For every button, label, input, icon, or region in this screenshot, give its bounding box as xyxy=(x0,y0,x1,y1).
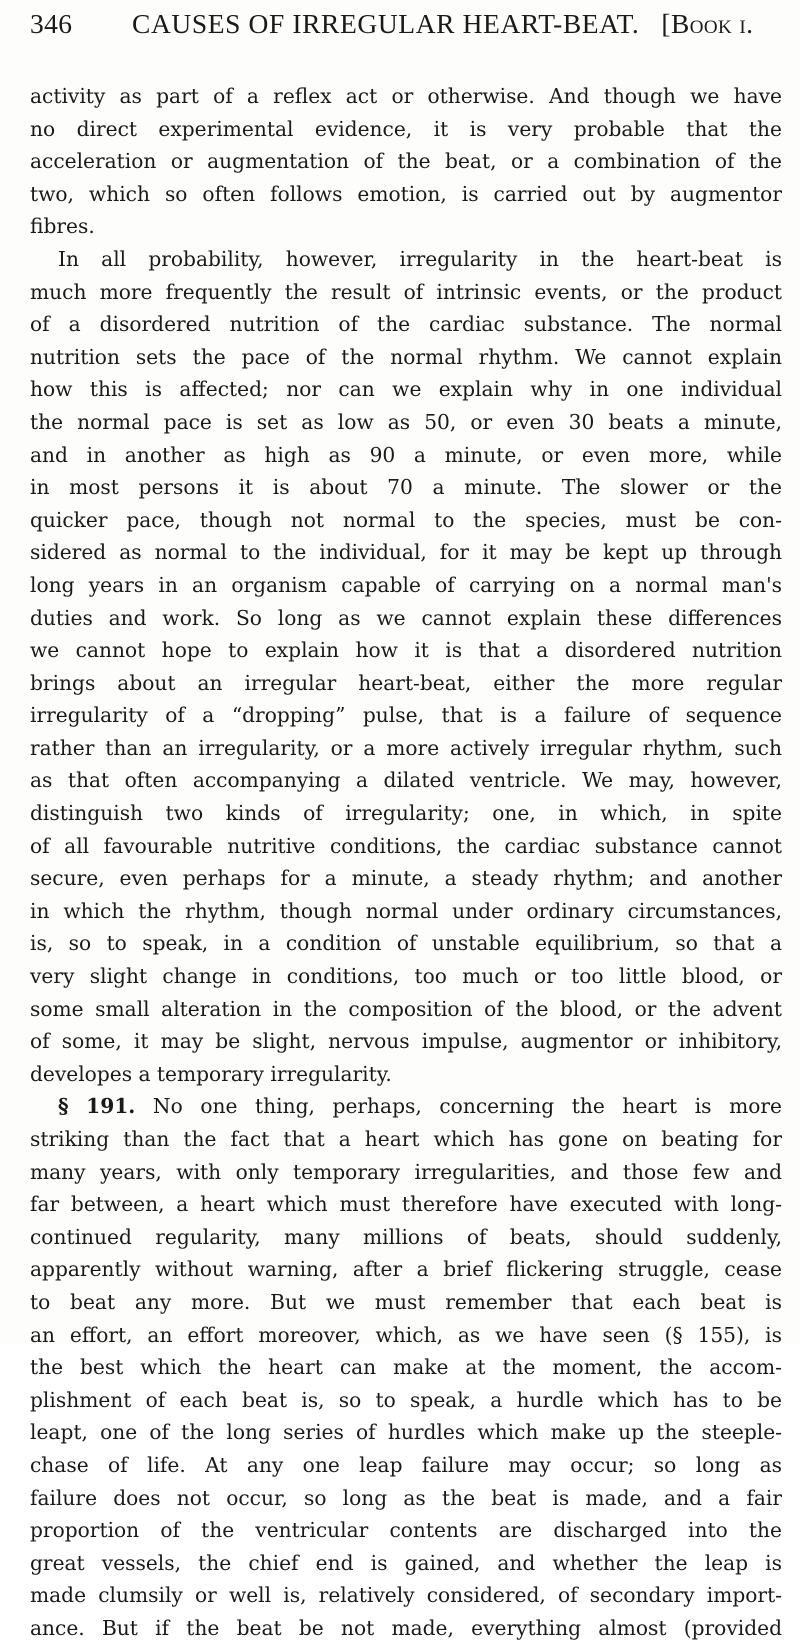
book-reference-bracket: [ xyxy=(661,8,671,39)
text-line: the normal pace is set as low as 50, or even 30 beats a minute, xyxy=(30,409,782,434)
text-line: no direct experimental evidence, it is very probable that the xyxy=(30,116,782,141)
text-line: many years, with only temporary irregularities, and those few and xyxy=(30,1159,782,1184)
text-line: much more frequently the result of intrinsic events, or the product xyxy=(30,279,782,304)
text-line: of a disordered nutrition of the cardiac substance. The normal xyxy=(30,312,782,337)
running-title: CAUSES OF IRREGULAR HEART-BEAT. xyxy=(132,8,640,39)
text-line: great vessels, the chief end is gained, and whether the leap is xyxy=(30,1550,782,1575)
text-line: nutrition sets the pace of the normal rhythm. We cannot explain xyxy=(30,344,782,369)
body-text xyxy=(30,80,782,1645)
text-line: quicker pace, though not normal to the species, must be con- xyxy=(30,507,782,532)
text-line: distinguish two kinds of irregularity; one, in which, in spite xyxy=(30,801,782,826)
text-line: acceleration or augmentation of the beat, or a combination of the xyxy=(30,149,782,174)
text-line: an effort, an effort moreover, which, as we have seen (§ 155), is xyxy=(30,1322,782,1347)
text-line: No one thing, perhaps, concerning the heart is more xyxy=(152,1094,782,1119)
text-line: of some, it may be slight, nervous impulse, augmentor or inhibitory, xyxy=(30,1029,782,1054)
text-line: to beat any more. But we must remember that each beat is xyxy=(30,1289,782,1314)
text-line: leapt, one of the long series of hurdles which make up the steeple- xyxy=(30,1420,782,1445)
text-line: brings about an irregular heart-beat, either the more regular xyxy=(30,670,782,695)
text-line: made clumsily or well is, relatively considered, of secondary import- xyxy=(30,1583,782,1608)
text-line: proportion of the ventricular contents are discharged into the xyxy=(30,1518,782,1543)
text-line: we cannot hope to explain how it is that a disordered nutrition xyxy=(30,638,782,663)
text-line: plishment of each beat is, so to speak, a hurdle which has to be xyxy=(30,1387,782,1412)
text-line: irregularity of a “dropping” pulse, that is a failure of sequence xyxy=(30,703,782,728)
section-symbol: § xyxy=(58,1094,69,1119)
text-line: very slight change in conditions, too much or too little blood, or xyxy=(30,964,782,989)
text-line: fibres. xyxy=(30,214,95,239)
text-line: striking than the fact that a heart which has gone on beating for xyxy=(30,1127,782,1151)
text-line: far between, a heart which must therefore have executed with long- xyxy=(30,1192,782,1217)
text-line: failure does not occur, so long as the beat is made, and a fair xyxy=(30,1485,782,1510)
book-reference-label: Book i. xyxy=(670,8,754,39)
text-line: in which the rhythm, though normal under ordinary circumstances, xyxy=(30,898,782,923)
text-line: of all favourable nutritive conditions, the cardiac substance cannot xyxy=(30,833,782,858)
text-line: chase of life. At any one leap failure may occur; so long as xyxy=(30,1452,782,1477)
text-line: rather than an irregularity, or a more actively irregular rhythm, such xyxy=(30,735,782,760)
running-header xyxy=(30,8,778,48)
section-191-line xyxy=(30,1090,782,1123)
text-line: In all probability, however, irregularity in the heart-beat is xyxy=(58,246,782,271)
text-line: two, which so often follows emotion, is carried out by augmentor xyxy=(30,181,782,206)
text-line: in most persons it is about 70 a minute. The slower or the xyxy=(30,475,782,500)
book-reference xyxy=(661,8,753,40)
text-line: as that often accompanying a dilated ventricle. We may, however, xyxy=(30,768,782,793)
text-line: is, so to speak, in a condition of unstable equilibrium, so that a xyxy=(30,931,782,956)
text-line: apparently without warning, after a brief flickering struggle, cease xyxy=(30,1257,782,1282)
section-number: 191. xyxy=(86,1094,136,1119)
text-line: continued regularity, many millions of beats, should suddenly, xyxy=(30,1224,782,1249)
text-line: duties and work. So long as we cannot explain these differences xyxy=(30,605,782,630)
text-line: the best which the heart can make at the moment, the accom- xyxy=(30,1355,782,1380)
text-line: secure, even perhaps for a minute, a steady rhythm; and another xyxy=(30,866,782,891)
text-line: activity as part of a reflex act or otherwise. And though we have xyxy=(30,84,782,108)
page-number: 346 xyxy=(30,8,73,39)
text-line: ance. But if the beat be not made, everything almost (provided xyxy=(30,1615,782,1640)
text-line: developes a temporary irregularity. xyxy=(30,1061,392,1086)
text-line: and in another as high as 90 a minute, or even more, while xyxy=(30,442,782,467)
text-line: sidered as normal to the individual, for it may be kept up through xyxy=(30,540,782,565)
text-line: how this is affected; nor can we explain why in one individual xyxy=(30,377,782,402)
text-line: long years in an organism capable of carrying on a normal man's xyxy=(30,572,782,597)
text-line: some small alteration in the composition of the blood, or the advent xyxy=(30,996,782,1021)
